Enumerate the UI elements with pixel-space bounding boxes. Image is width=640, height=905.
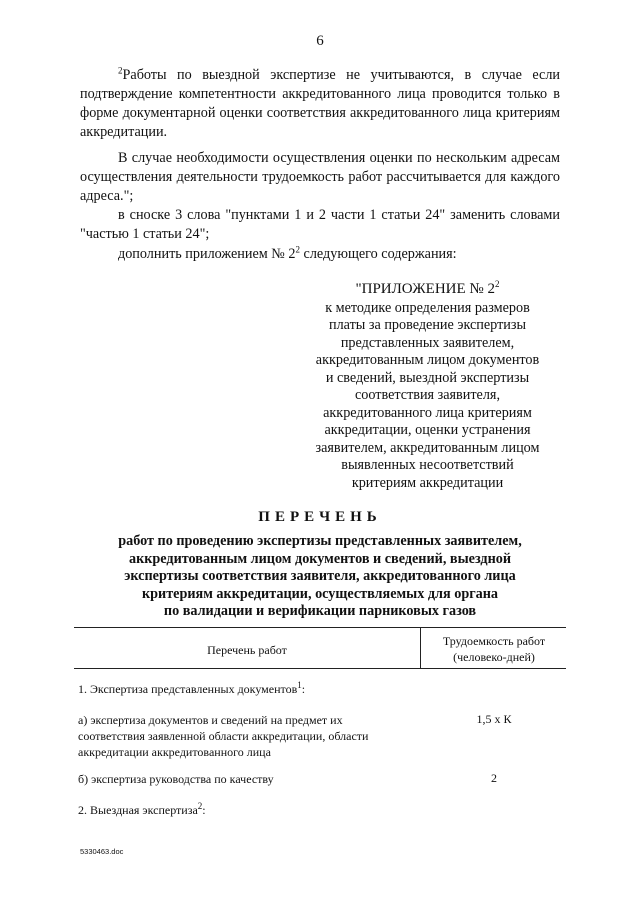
appendix-line: платы за проведение экспертизы [328,317,527,333]
appendix-line: к методике определения размеров [325,299,530,316]
appendix-line: аккредитованного лица критериям [323,404,532,421]
row-sup: 1 [297,680,302,690]
list-title: ПЕРЕЧЕНЬ [258,509,382,525]
appendix-heading [300,281,555,492]
appendix-line: заявителем, аккредитованным лицом [315,439,540,456]
table-header-bottom-border [74,668,566,669]
table-row-quality-manual-value: 2 [491,771,497,785]
list-subtitle-line: по валидации и верификации парниковых газов [163,603,477,619]
appendix-title [300,281,555,299]
table-top-border [74,627,566,628]
appendix-line: аккредитации, оценки устранения [324,422,531,438]
row-tail: : [202,803,206,817]
appendix-title-sup: 2 [495,279,500,289]
footnote3-replacement-paragraph: в сноске 3 слова "пунктами 1 и 2 части 1 статьи 24" заменить словами "частью 1 статьи 24"; [80,207,560,242]
list-subtitle-line: экспертизы соответствия заявителя, аккредитованного лица [124,568,516,584]
row-tail: : [301,682,306,696]
add-appendix-paragraph [80,245,560,264]
list-subtitle-line: работ по проведению экспертизы представленных заявителем, [118,533,522,549]
add-appendix-text: дополнить приложением № 2 [118,246,296,262]
document-filename: 5330463.doc [80,847,124,856]
footnote-text: Работы по выездной экспертизе не учитываются, в случае если подтверждение компетентности аккредитованного лица проводится только в форме документарной оценки соответствия аккредитованного лица критериям аккредитации. [80,67,560,140]
list-subtitle [90,533,550,621]
multiple-address-paragraph: В случае необходимости осуществления оценки по нескольким адресам осуществления деятельности трудоемкость работ рассчитывается для каждого адреса."; [80,150,560,204]
appendix-title-text: "ПРИЛОЖЕНИЕ № 2 [355,281,495,297]
page-number: 6 [316,33,324,49]
table-header-work: Перечень работ [207,643,287,657]
row-text: 1. Экспертиза представленных документов [78,682,298,696]
list-subtitle-line: аккредитованным лицом документов и сведений, выездной [128,550,512,567]
add-appendix-tail: следующего содержания: [300,246,457,262]
row-line: аккредитации аккредитованного лица [78,745,271,759]
list-subtitle-line: критериям аккредитации, осуществляемых для органа [141,585,499,602]
table-row-quality-manual: б) экспертиза руководства по качеству [78,772,274,786]
appendix-line: соответствия заявителя, [354,387,500,403]
add-appendix-sup: 2 [295,244,300,255]
appendix-line: выявленных несоответствий [341,457,514,473]
row-line: соответствия заявленной области аккредитации, области [78,729,369,743]
footnote-marker: 2 [118,65,123,76]
appendix-line: и сведений, выездной экспертизы [325,369,530,386]
table-header-labor-line: Трудоемкость работ [442,634,546,648]
table-header-labor [422,633,566,665]
table-header-labor-line: (человеко-дней) [453,650,535,664]
table-row-documents-scope [78,712,388,760]
table-row-onsite-expertise [78,802,388,818]
appendix-line: представленных заявителем, [340,334,515,351]
row-line: а) экспертиза документов и сведений на предмет их [78,713,343,727]
table-row-documents-scope-value: 1,5 х К [476,712,512,726]
table-column-divider [420,627,421,668]
appendix-line: критериям аккредитации [351,474,504,491]
table-row-documents-expertise [78,681,388,697]
footnote-paragraph [80,66,560,142]
row-sup: 2 [197,801,203,811]
row-text: 2. Выездная экспертиза [78,803,198,817]
appendix-line: аккредитованным лицом документов [315,352,540,368]
